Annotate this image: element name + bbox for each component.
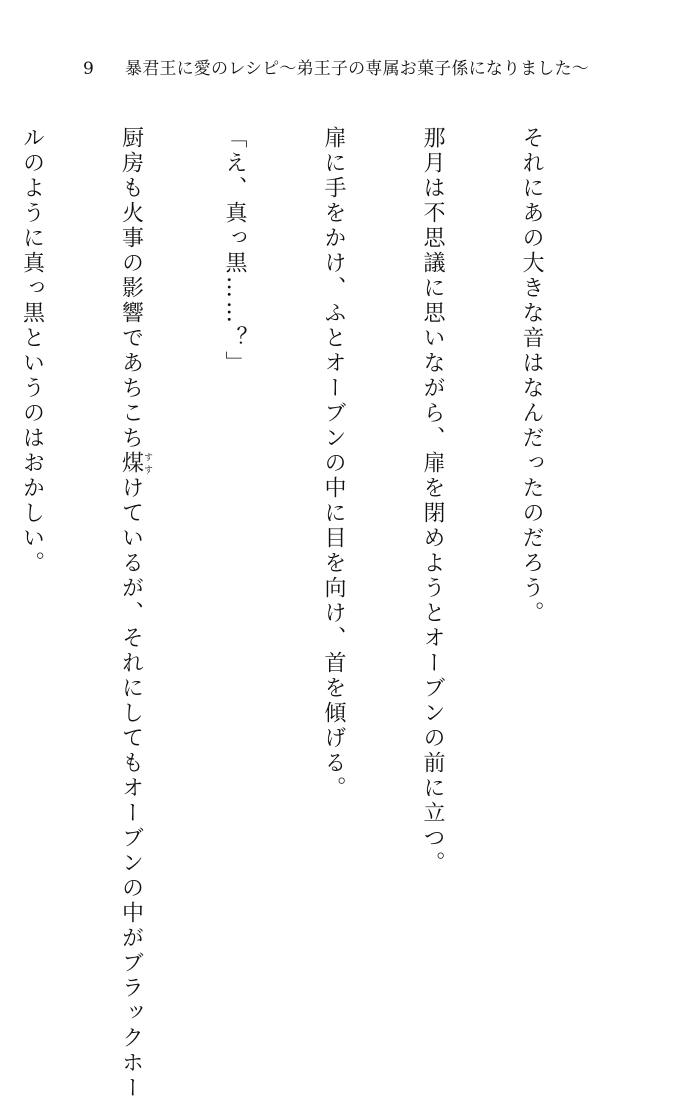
text-line-1: それにあの大きな音はなんだったのだろう。 xyxy=(519,126,544,626)
page-header xyxy=(0,57,697,81)
text-line-5-part-2: けているが、それにしてもオーブンの中がブラックホー xyxy=(118,476,144,1101)
text-line-4: 「え、真っ黒……？」 xyxy=(222,126,247,376)
text-line-5 xyxy=(115,126,153,1101)
ruby-susu-reading: すす xyxy=(142,451,152,476)
vertical-body-text xyxy=(19,126,614,1101)
ruby-susu-base: 煤 xyxy=(118,451,144,476)
text-line-2: 那月は不思議に思いながら、扉を閉めようとオーブンの前に立つ。 xyxy=(420,126,445,876)
text-line-5-part-1: 厨房も火事の影響であちこち xyxy=(118,126,144,451)
text-line-6: ルのように真っ黒というのはおかしい。 xyxy=(19,126,45,576)
ruby-susu xyxy=(118,451,152,476)
running-title: 暴君王に愛のレシピ〜弟王子の専属お菓子係になりました〜 xyxy=(125,59,589,79)
page-number: 9 xyxy=(83,59,94,79)
text-line-3: 扉に手をかけ、ふとオーブンの中に目を向け、首を傾げる。 xyxy=(321,126,346,801)
